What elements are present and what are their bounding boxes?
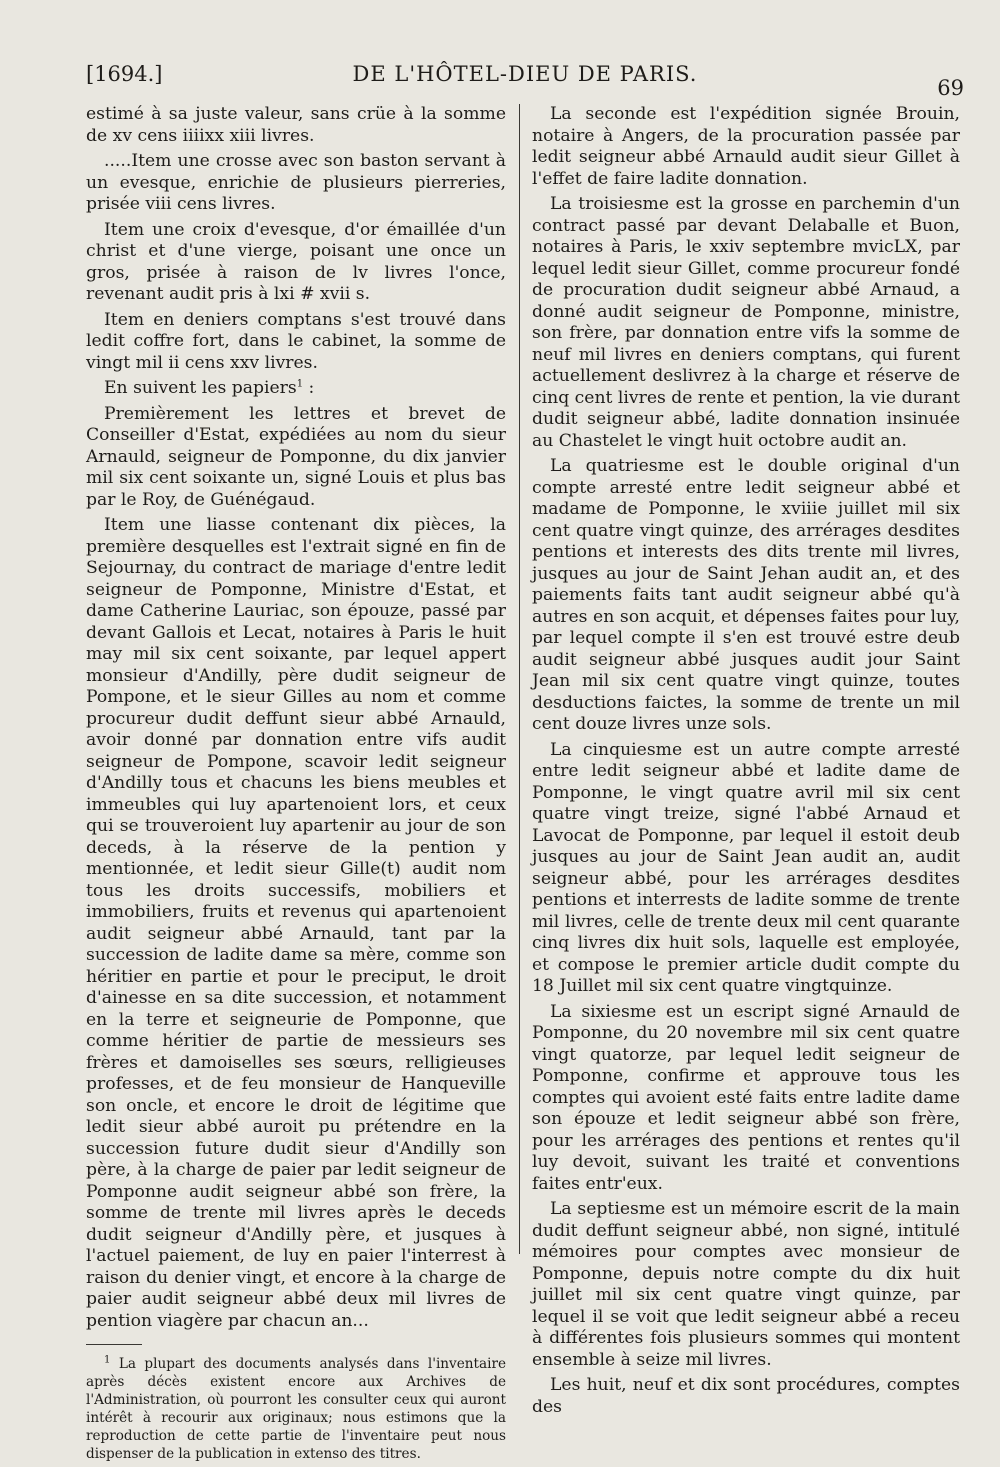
running-header: [86, 62, 964, 102]
papers-heading-colon: :: [303, 378, 315, 398]
paragraph: La cinquiesme est un autre compte arresté entre ledit seigneur abbé et ladite dame de Pomponne, le vingt quatre avril mil six cent quatre vingt treize, signé l'abbé Arnaud et Lavocat de Pomponne, par lequel il estoit deub jusques au jour de Saint Jean audit an, audit seigneur abbé, pour les arrérages desdites pentions et interrests de ladite somme de trente mil livres, celle de trente deux mil cent quarante cinq livres dix huit sols, laquelle est employée, et compose le premier article dudit compte du 18 Juillet mil six cent quatre vingtquinze.: [532, 739, 960, 996]
paragraph: Item une liasse contenant dix pièces, la première desquelles est l'extrait signé en fin de Sejournay, du contract de mariage d'entre ledit seigneur de Pomponne, Ministre d'Estat, et dame Catherine Lauriac, son épouze, passé par devant Gallois et Lecat, notaires à Paris le huit may mil six cent soixante, par lequel appert monsieur d'Andilly, père dudit seigneur de Pompone, et le sieur Gilles au nom et comme procureur dudit deffunt sieur abbé Arnauld, avoir donné par donnation entre vifs audit seigneur de Pompone, scavoir ledit seigneur d'Andilly tous et chacuns les biens meubles et immeubles qui luy apartenoient lors, et ceux qui se trouveroient luy apartenir au jour de son deceds, à la réserve de la pention y mentionnée, et ledit sieur Gille(t) audit nom tous les droits successifs, mobiliers et immobiliers, fruits et revenus qui apartenoient audit seigneur abbé Arnauld, tant par la succession de ladite dame sa mère, comme son héritier en partie et pour le preciput, le droit d'ainesse en sa dite succession, et notamment en la terre et seigneurie de Pomponne, que comme héritier de partie de messieurs ses frères et damoiselles ses sœurs, relligieuses professes, et de feu monsieur de Hanqueville son oncle, et encore le droit de légitime que ledit sieur abbé auroit pu prétendre en la succession future dudit sieur d'Andilly son père, à la charge de paier par ledit seigneur de Pomponne audit seigneur abbé son frère, la somme de trente mil livres après le deceds dudit seigneur d'Andilly père, et jusques à l'actuel paiement, de luy en paier l'interrest à raison du denier vingt, et encore à la charge de paier audit seigneur abbé deux mil livres de pention viagère par chacun an...: [86, 515, 506, 1331]
paragraph: La seconde est l'expédition signée Brouin, notaire à Angers, de la procuration passée par ledit seigneur abbé Arnauld audit sieur Gillet à l'effet de faire ladite donnation.: [532, 104, 960, 189]
footnote-divider: [86, 1344, 142, 1345]
paragraph: .....Item une crosse avec son baston servant à un evesque, enrichie de plusieurs pierreries, prisée viii cens livres.: [86, 151, 506, 214]
paragraph: Item en deniers comptans s'est trouvé dans ledit coffre fort, dans le cabinet, la somme de vingt mil ii cens xxv livres.: [86, 309, 506, 373]
footnote-ref: 1: [296, 378, 304, 390]
column-divider: [519, 104, 520, 1254]
paragraph: Item une croix d'evesque, d'or émaillée d'un christ et d'une vierge, poisant une once un gros, prisée à raison de lv livres l'once, revenant audit pris à lxi # xvii s.: [86, 219, 506, 304]
left-column: [86, 104, 506, 1467]
footnote: [86, 1355, 506, 1463]
paragraph-papers-heading: [86, 378, 506, 400]
right-column: [532, 104, 960, 1422]
paragraph: La sixiesme est un escript signé Arnauld de Pomponne, du 20 novembre mil six cent quatre vingt quatorze, par lequel ledit seigneur de Pomponne, confirme et approuve tous les comptes qui avoient esté faits entre ladite dame son épouze et ledit seigneur abbé son frère, pour les arrérages des pentions et rentes qu'il luy devoit, suivant les traité et conventions faites entr'eux.: [532, 1001, 960, 1194]
paragraph: estimé à sa juste valeur, sans crüe à la somme de xv cens iiiixx xiii livres.: [86, 104, 506, 146]
header-year: [1694.]: [86, 62, 163, 86]
paragraph: La quatriesme est le double original d'un compte arresté entre ledit seigneur abbé et madame de Pomponne, le xviiie juillet mil six cent quatre vingt quinze, des arrérages desdites pentions et interests des dits trente mil livres, jusques au jour de Saint Jehan audit an, et des paiements faits tant audit seigneur abbé qu'à autres en son acquit, et dépenses faites pour luy, par lequel compte il s'en est trouvé estre deub audit seigneur abbé jusques audit jour Saint Jean mil six cent quatre vingt quinze, toutes desductions faictes, la somme de trente un mil cent douze livres unze sols.: [532, 456, 960, 734]
paragraph: Premièrement les lettres et brevet de Conseiller d'Estat, expédiées au nom du sieur Arnauld, seigneur de Pomponne, du dix janvier mil six cent soixante un, signé Louis et plus bas par le Roy, de Guénégaud.: [86, 403, 506, 510]
footnote-number: 1: [104, 1354, 111, 1366]
paragraph: La troisiesme est la grosse en parchemin d'un contract passé par devant Delaballe et Buon, notaires à Paris, le xxiv septembre mvicLX, par lequel ledit sieur Gillet, comme procureur fondé de procuration dudit seigneur abbé Arnaud, a donné audit seigneur de Pomponne, ministre, son frère, par donnation entre vifs la somme de neuf mil livres en deniers comptans, qui furent actuellement deslivrez à la charge et réserve de cinq cent livres de rente et pention, la vie durant dudit seigneur abbé, ladite donnation insinuée au Chastelet le vingt huit octobre audit an.: [532, 194, 961, 451]
papers-heading-text: En suivent les papiers: [104, 378, 297, 398]
page-number: 69: [937, 76, 964, 100]
paragraph: La septiesme est un mémoire escrit de la main dudit deffunt seigneur abbé, non signé, intitulé mémoires pour comptes avec monsieur de Pomponne, depuis notre compte du dix huit juillet mil six cent quatre vingt quinze, par lequel il se voit que ledit seigneur abbé a receu à différentes fois plusieurs sommes qui montent ensemble à seize mil livres.: [532, 1199, 960, 1370]
header-title: DE L'HÔTEL-DIEU DE PARIS.: [352, 62, 698, 86]
paragraph: Les huit, neuf et dix sont procédures, comptes des: [532, 1375, 960, 1417]
footnote-text: La plupart des documents analysés dans l'inventaire après décès existent encore aux Archives de l'Administration, où pourront les consulter ceux qui auront intérêt à recourir aux originaux; nous estimons que la reproduction de cette partie de l'inventaire peut nous dispenser de la publication in extenso des titres.: [86, 1356, 506, 1462]
